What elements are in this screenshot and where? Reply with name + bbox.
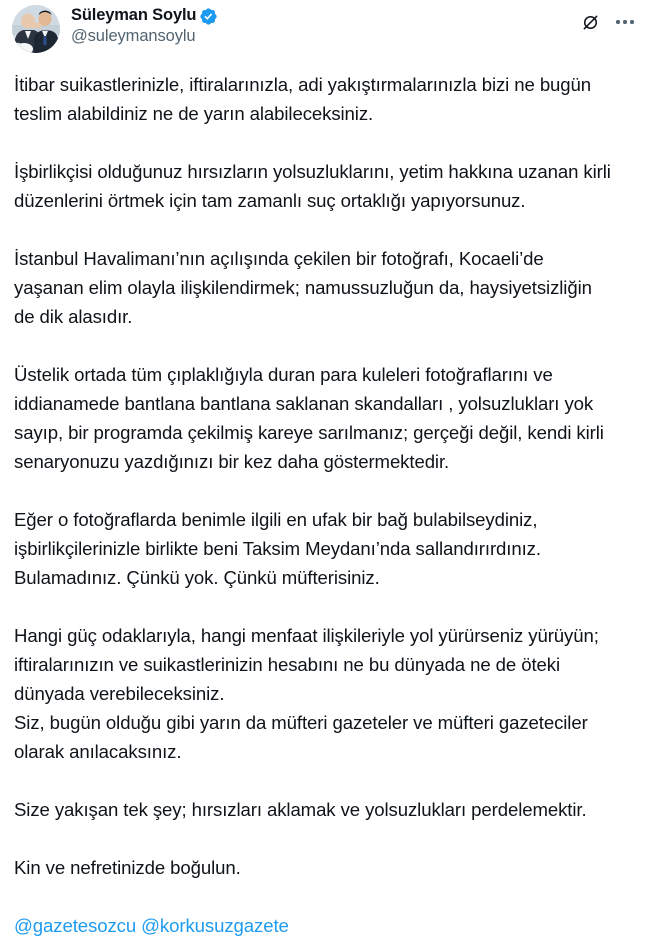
paragraph <box>14 157 636 215</box>
dot <box>623 20 626 23</box>
paragraph <box>14 621 636 766</box>
header-actions <box>580 5 642 32</box>
text-line: Eğer o fotoğraflarda benimle ilgili en ufak bir bağ bulabilseydiniz, <box>14 509 538 530</box>
text-line: Üstelik ortada tüm çıplaklığıyla duran para kuleleri fotoğraflarını ve <box>14 364 553 385</box>
text-line: İstanbul Havalimanı’nın açılışında çekilen bir fotoğrafı, Kocaeli’de <box>14 248 544 269</box>
text-line: yaşanan elim olayla ilişkilendirmek; namussuzluğun da, haysiyetsizliğin <box>14 277 592 298</box>
text-line: sayıp, bir programda çekilmiş kareye sarılmanız; gerçeği değil, kendi kirli <box>14 422 604 443</box>
account-identity <box>71 5 580 46</box>
account-handle[interactable]: @suleymansoylu <box>71 27 196 45</box>
paragraph <box>14 70 636 128</box>
avatar-photo <box>12 5 60 53</box>
text-line: düzenlerini örtmek için tam zamanlı suç ortaklığı yapıyorsunuz. <box>14 190 526 211</box>
text-line: İşbirlikçisi olduğunuz hırsızların yolsuzluklarını, yetim hakkına uzanan kirli <box>14 161 611 182</box>
display-name: Süleyman Soylu <box>71 6 197 25</box>
text-line: Size yakışan tek şey; hırsızları aklamak ve yolsuzlukları perdelemektir. <box>14 799 587 820</box>
avatar[interactable] <box>12 5 60 53</box>
paragraph <box>14 505 636 592</box>
text-line: Hangi güç odaklarıyla, hangi menfaat ilişkileriyle yol yürürseniz yürüyün; <box>14 625 599 646</box>
text-line: senaryonuzu yazdığınızı bir kez daha göstermektedir. <box>14 451 450 472</box>
text-line: olarak anılacaksınız. <box>14 741 182 762</box>
more-options-icon[interactable] <box>614 12 636 32</box>
text-line: iftiralarınızın ve suikastlerinizin hesabını ne bu dünyada ne de öteki <box>14 654 560 675</box>
paragraph <box>14 244 636 331</box>
text-line: iddianamede bantlana bantlana saklanan skandalları , yolsuzlukları yok <box>14 393 594 414</box>
mentions-row <box>14 911 636 940</box>
paragraph <box>14 853 636 882</box>
slashed-circle-icon[interactable] <box>580 12 600 32</box>
text-line: işbirlikçilerinizle birlikte beni Taksim Meydanı’nda sallandırırdınız. <box>14 538 541 559</box>
tweet-header <box>0 0 650 56</box>
text-line: Siz, bugün olduğu gibi yarın da müfteri gazeteler ve müfteri gazeteciler <box>14 712 588 733</box>
verified-badge-icon <box>199 7 218 26</box>
paragraph <box>14 360 636 476</box>
text-line: de dik alasıdır. <box>14 306 133 327</box>
mention-link-gazetesozcu[interactable]: @gazetesozcu <box>14 915 137 936</box>
dot <box>630 20 633 23</box>
tweet-text <box>0 70 650 940</box>
text-line: teslim alabildiniz ne de yarın alabileceksiniz. <box>14 103 374 124</box>
text-line: dünyada verebileceksiniz. <box>14 683 225 704</box>
mention-link-korkusuzgazete[interactable]: @korkusuzgazete <box>141 915 289 936</box>
dot <box>616 20 619 23</box>
paragraph <box>14 795 636 824</box>
text-line: İtibar suikastlerinizle, iftiralarınızla, adi yakıştırmalarınızla bizi ne bugün <box>14 74 592 95</box>
display-name-row[interactable] <box>71 6 580 25</box>
text-line: Bulamadınız. Çünkü yok. Çünkü müfterisiniz. <box>14 567 380 588</box>
text-line: Kin ve nefretinizde boğulun. <box>14 857 241 878</box>
